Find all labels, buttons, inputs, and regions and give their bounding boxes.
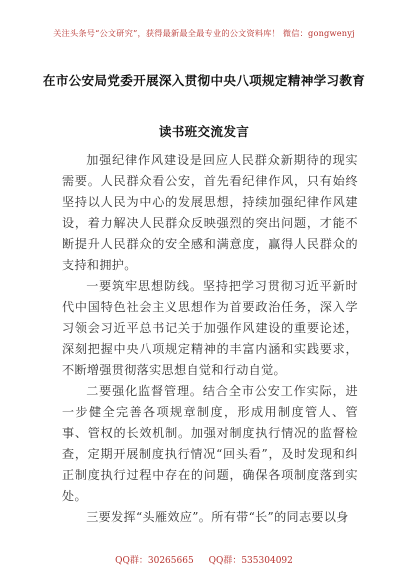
- footer-qq-group-1: QQ群：30265665: [115, 556, 194, 566]
- paragraph-point-1: 一要筑牢思想防线。坚持把学习贯彻习近平新时代中国特色社会主义思想作为首要政治任务，深入学习领会习近平总书记关于加强作风建设的重要论述，深刻把握中央八项规定精神的丰富内涵和实践要求，不断增强贯彻落实思想自觉和行动自觉。: [62, 279, 358, 377]
- paragraph-intro: 加强纪律作风建设是回应人民群众新期待的现实需要。人民群众看公安，首先看纪律作风，只有始终坚持以人民为中心的发展思想，持续加强纪律作风建设，着力解决人民群众反映强烈的突出问题，才能不断提升人民群众的安全感和满意度，赢得人民群众的支持和拥护。: [62, 153, 358, 272]
- header-banner: 关注头条号“公文研究”，获得最新最全最专业的公文资料库！ 微信：gongwenyj: [53, 28, 355, 38]
- paragraph-point-3: 三要发挥“头雁效应”。所有带“长”的同志要以身: [86, 510, 349, 524]
- document-title: 在市公安局党委开展深入贯彻中央八项规定精神学习教育: [42, 73, 366, 88]
- document-subtitle: 读书班交流发言: [158, 124, 250, 139]
- document-body: [62, 150, 358, 528]
- footer-qq-group-2: QQ群：535304092: [208, 556, 293, 566]
- footer: [0, 553, 408, 566]
- paragraph-point-2: 二要强化监督管理。结合全市公安工作实际，进一步健全完善各项规章制度，形成用制度管人、管事、管权的长效机制。加强对制度执行情况的监督检查，定期开展制度执行情况“回头看”，及时发现和纠正制度执行过程中存在的问题，确保各项制度落到实处。: [62, 384, 358, 503]
